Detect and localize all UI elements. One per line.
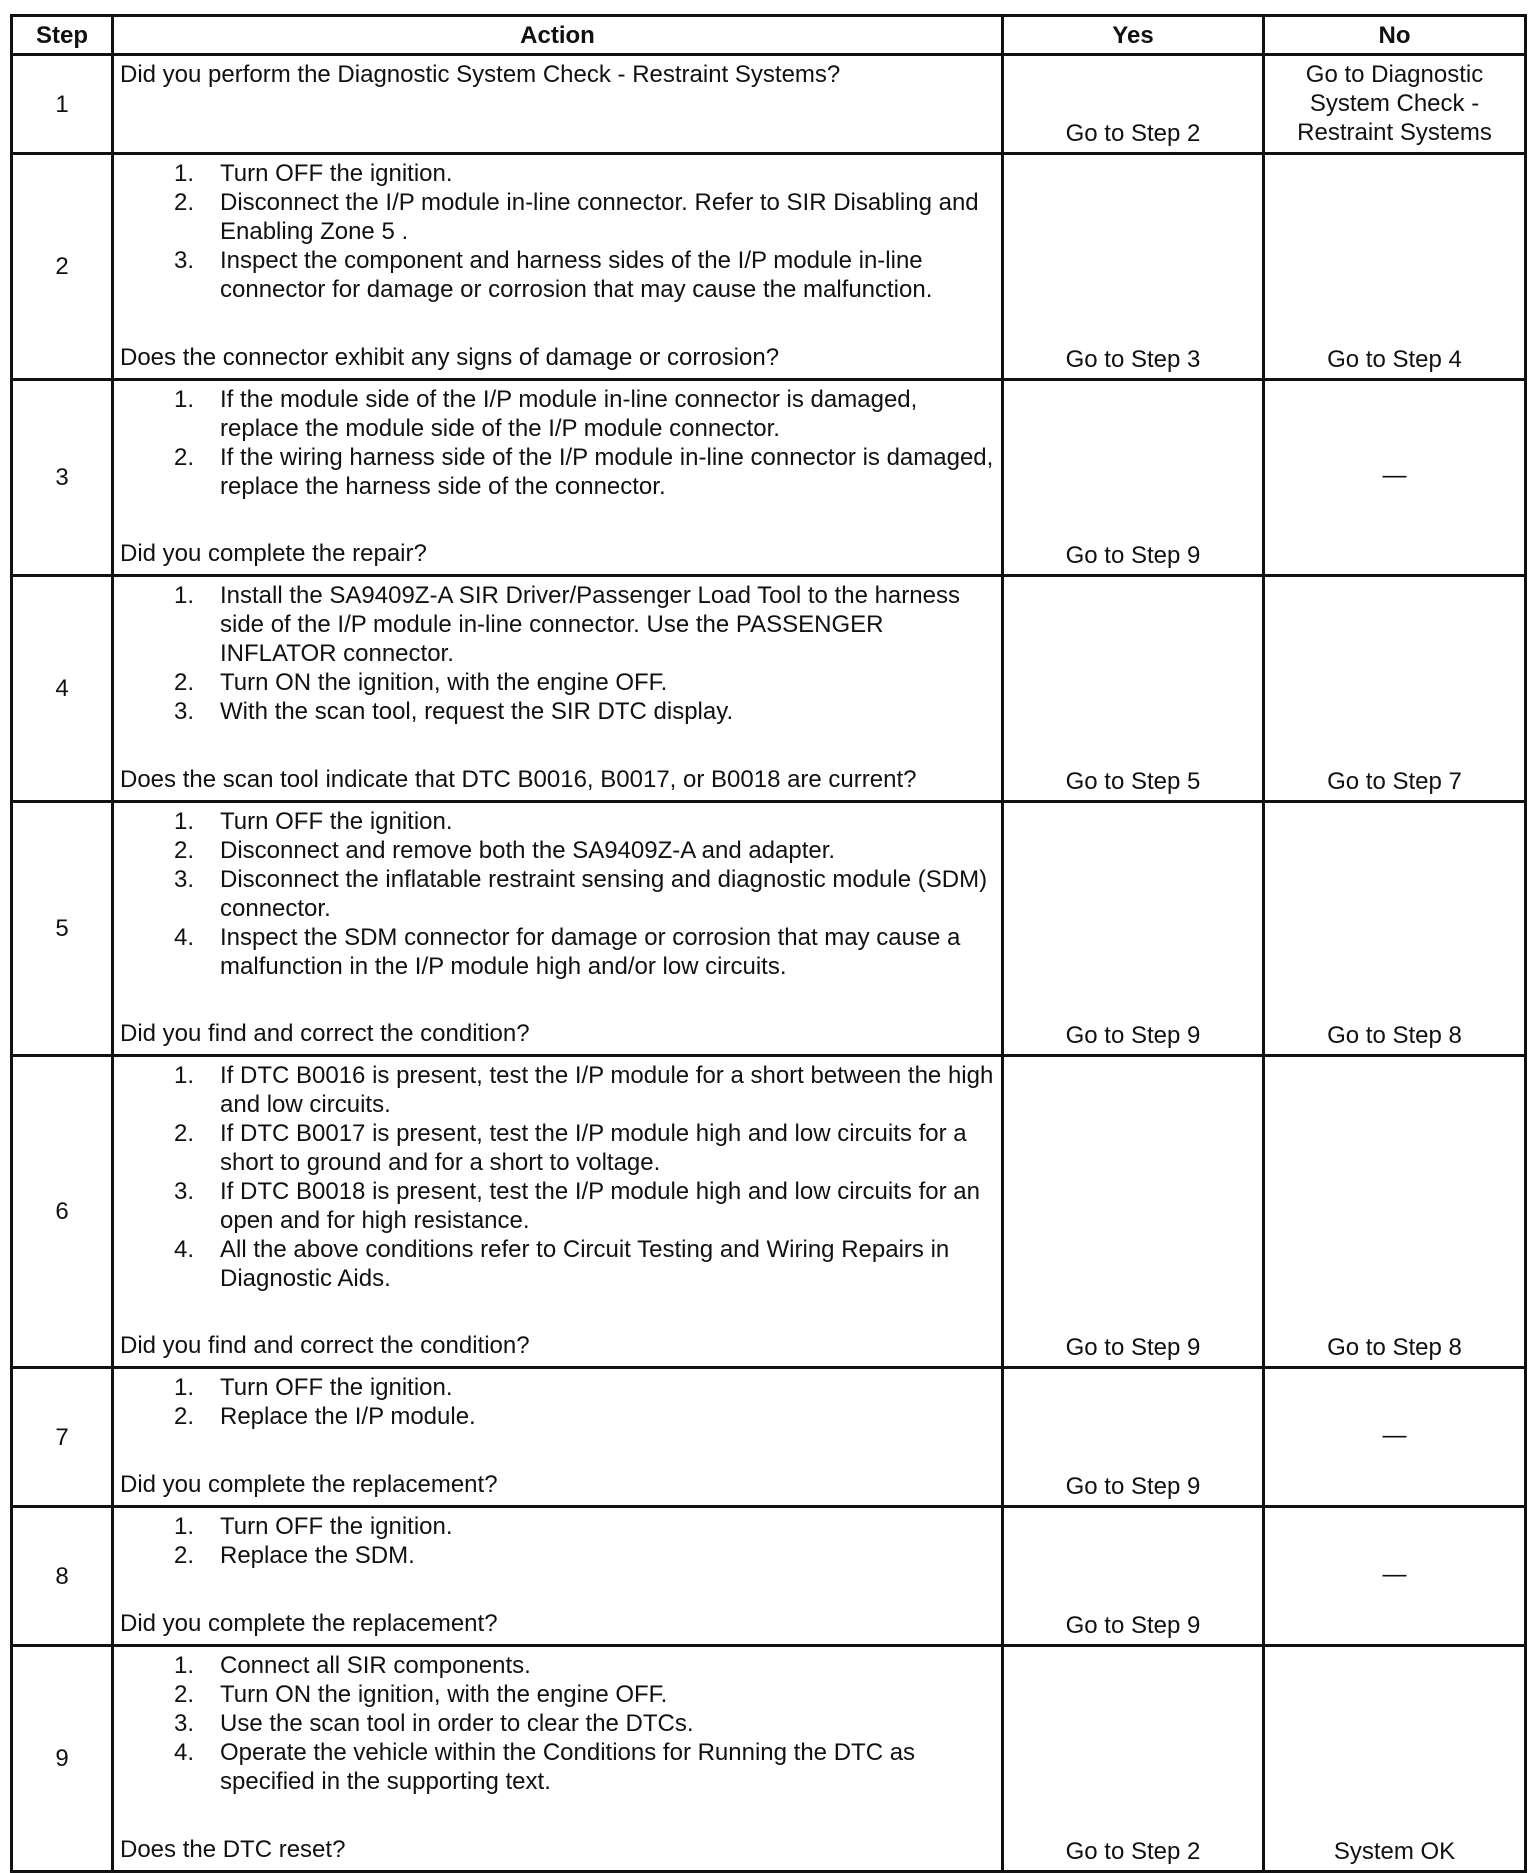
item-text: Disconnect the I/P module in-line connector. Refer to SIR Disabling and Enabling Zone 5 .: [220, 189, 979, 245]
table-row: [12, 1646, 1526, 1872]
action-question: Did you find and correct the condition?: [120, 1020, 530, 1047]
list-item: [120, 581, 995, 668]
item-number: 3.: [173, 698, 194, 725]
step-number: 2: [12, 154, 113, 380]
item-text: Turn ON the ignition, with the engine OFF.: [220, 669, 668, 696]
no-value: System OK: [1264, 1646, 1526, 1872]
list-item: [120, 159, 995, 188]
list-item: [120, 188, 995, 246]
item-number: 3.: [173, 1178, 194, 1205]
item-text: Inspect the SDM connector for damage or corrosion that may cause a malfunction in the I/P module high and/or low circuits.: [220, 924, 961, 980]
item-number: 1.: [173, 1062, 194, 1089]
item-text: Disconnect and remove both the SA9409Z-A and adapter.: [220, 837, 836, 864]
no-link[interactable]: Go to Step 8: [1264, 802, 1526, 1056]
item-text: Turn OFF the ignition.: [220, 808, 453, 835]
header-yes: Yes: [1003, 16, 1264, 55]
item-number: 2.: [173, 1542, 194, 1569]
list-item: [120, 1680, 995, 1709]
step-number: 4: [12, 576, 113, 802]
no-link[interactable]: Go to Diagnostic System Check - Restraint Systems: [1264, 55, 1526, 154]
list-item: [120, 1373, 995, 1402]
action-cell: [113, 380, 1003, 576]
item-number: 2.: [173, 1120, 194, 1147]
table-row: [12, 1368, 1526, 1507]
item-number: 1.: [173, 1374, 194, 1401]
action-question: Did you complete the replacement?: [120, 1471, 498, 1498]
list-item: [120, 246, 995, 304]
item-text: Install the SA9409Z-A SIR Driver/Passenger Load Tool to the harness side of the I/P module in-line connector. Use the PASSENGER INFLATOR connector.: [220, 582, 960, 667]
no-value: —: [1264, 1507, 1526, 1646]
list-item: [120, 1738, 995, 1796]
no-link[interactable]: Go to Step 4: [1264, 154, 1526, 380]
yes-link[interactable]: Go to Step 9: [1003, 1056, 1264, 1368]
item-text: If DTC B0016 is present, test the I/P module for a short between the high and low circuits.: [220, 1062, 994, 1118]
step-number: 3: [12, 380, 113, 576]
item-number: 2.: [173, 837, 194, 864]
item-text: Turn OFF the ignition.: [220, 1374, 453, 1401]
action-question: Does the connector exhibit any signs of damage or corrosion?: [120, 344, 780, 371]
item-number: 2.: [173, 1403, 194, 1430]
action-steps: [120, 159, 995, 304]
action-steps: [120, 1651, 995, 1796]
item-text: Replace the I/P module.: [220, 1403, 476, 1430]
action-steps: [120, 581, 995, 726]
list-item: [120, 1541, 995, 1570]
table-row: [12, 802, 1526, 1056]
item-text: If the wiring harness side of the I/P module in-line connector is damaged, replace the harness side of the connector.: [220, 444, 994, 500]
item-text: If DTC B0018 is present, test the I/P module high and low circuits for an open and for high resistance.: [220, 1178, 980, 1234]
table-row: [12, 55, 1526, 154]
item-number: 1.: [173, 1513, 194, 1540]
action-question: Did you complete the replacement?: [120, 1610, 498, 1637]
list-item: [120, 836, 995, 865]
item-number: 4.: [173, 924, 194, 951]
item-number: 2.: [173, 669, 194, 696]
item-text: Disconnect the inflatable restraint sensing and diagnostic module (SDM) connector.: [220, 866, 988, 922]
yes-link[interactable]: Go to Step 9: [1003, 1368, 1264, 1507]
header-row: [12, 16, 1526, 55]
list-item: [120, 1709, 995, 1738]
action-cell: [113, 1507, 1003, 1646]
action-cell: [113, 1368, 1003, 1507]
item-number: 2.: [173, 189, 194, 216]
header-action: Action: [113, 16, 1003, 55]
list-item: [120, 1235, 995, 1293]
item-text: With the scan tool, request the SIR DTC display.: [220, 698, 734, 725]
item-text: If DTC B0017 is present, test the I/P module high and low circuits for a short to ground and for a short to voltage.: [220, 1120, 967, 1176]
list-item: [120, 1651, 995, 1680]
list-item: [120, 385, 995, 443]
item-text: Inspect the component and harness sides of the I/P module in-line connector for damage or corrosion that may cause the malfunction.: [220, 247, 933, 303]
item-number: 1.: [173, 808, 194, 835]
yes-link[interactable]: Go to Step 2: [1003, 55, 1264, 154]
table-row: [12, 576, 1526, 802]
no-value: —: [1264, 380, 1526, 576]
action-cell: [113, 576, 1003, 802]
list-item: [120, 1512, 995, 1541]
header-step: Step: [12, 16, 113, 55]
item-text: Connect all SIR components.: [220, 1652, 531, 1679]
list-item: [120, 923, 995, 981]
item-number: 3.: [173, 1710, 194, 1737]
list-item: [120, 1402, 995, 1431]
action-question: Did you complete the repair?: [120, 540, 427, 567]
no-link[interactable]: Go to Step 7: [1264, 576, 1526, 802]
yes-link[interactable]: Go to Step 2: [1003, 1646, 1264, 1872]
step-number: 6: [12, 1056, 113, 1368]
no-link[interactable]: Go to Step 8: [1264, 1056, 1526, 1368]
list-item: [120, 668, 995, 697]
action-question: Does the scan tool indicate that DTC B0016, B0017, or B0018 are current?: [120, 766, 917, 793]
item-number: 2.: [173, 444, 194, 471]
list-item: [120, 1119, 995, 1177]
item-number: 4.: [173, 1236, 194, 1263]
action-question: Did you find and correct the condition?: [120, 1332, 530, 1359]
action-cell: [113, 802, 1003, 1056]
item-number: 3.: [173, 866, 194, 893]
list-item: [120, 1061, 995, 1119]
list-item: [120, 865, 995, 923]
list-item: [120, 697, 995, 726]
item-text: All the above conditions refer to Circuit Testing and Wiring Repairs in Diagnostic Aids.: [220, 1236, 950, 1292]
list-item: [120, 443, 995, 501]
action-question: Does the DTC reset?: [120, 1836, 346, 1863]
step-number: 8: [12, 1507, 113, 1646]
table-row: [12, 380, 1526, 576]
action-steps: [120, 807, 995, 981]
item-number: 4.: [173, 1739, 194, 1766]
item-text: Turn ON the ignition, with the engine OFF.: [220, 1681, 668, 1708]
item-number: 1.: [173, 582, 194, 609]
step-number: 7: [12, 1368, 113, 1507]
step-number: 5: [12, 802, 113, 1056]
item-number: 1.: [173, 1652, 194, 1679]
item-text: Use the scan tool in order to clear the DTCs.: [220, 1710, 694, 1737]
yes-link[interactable]: Go to Step 9: [1003, 380, 1264, 576]
no-value: —: [1264, 1368, 1526, 1507]
yes-link[interactable]: Go to Step 5: [1003, 576, 1264, 802]
table-row: [12, 1507, 1526, 1646]
item-text: If the module side of the I/P module in-line connector is damaged, replace the module side of the I/P module connector.: [220, 386, 918, 442]
table-row: [12, 1056, 1526, 1368]
action-steps: [120, 385, 995, 501]
action-cell: [113, 1646, 1003, 1872]
list-item: [120, 807, 995, 836]
yes-link[interactable]: Go to Step 9: [1003, 802, 1264, 1056]
item-text: Turn OFF the ignition.: [220, 1513, 453, 1540]
list-item: [120, 1177, 995, 1235]
yes-link[interactable]: Go to Step 3: [1003, 154, 1264, 380]
action-cell: [113, 55, 1003, 154]
table-row: [12, 154, 1526, 380]
item-text: Replace the SDM.: [220, 1542, 415, 1569]
action-steps: [120, 1512, 995, 1570]
action-steps: [120, 1373, 995, 1431]
step-number: 9: [12, 1646, 113, 1872]
step-number: 1: [12, 55, 113, 154]
item-number: 1.: [173, 160, 194, 187]
item-text: Operate the vehicle within the Conditions for Running the DTC as specified in the supporting text.: [220, 1739, 916, 1795]
item-text: Turn OFF the ignition.: [220, 160, 453, 187]
item-number: 1.: [173, 386, 194, 413]
action-cell: [113, 1056, 1003, 1368]
action-question: Did you perform the Diagnostic System Check - Restraint Systems?: [120, 61, 841, 88]
item-number: 2.: [173, 1681, 194, 1708]
header-no: No: [1264, 16, 1526, 55]
diagnostic-table: [10, 14, 1527, 1873]
item-number: 3.: [173, 247, 194, 274]
action-cell: [113, 154, 1003, 380]
action-steps: [120, 1061, 995, 1293]
yes-link[interactable]: Go to Step 9: [1003, 1507, 1264, 1646]
